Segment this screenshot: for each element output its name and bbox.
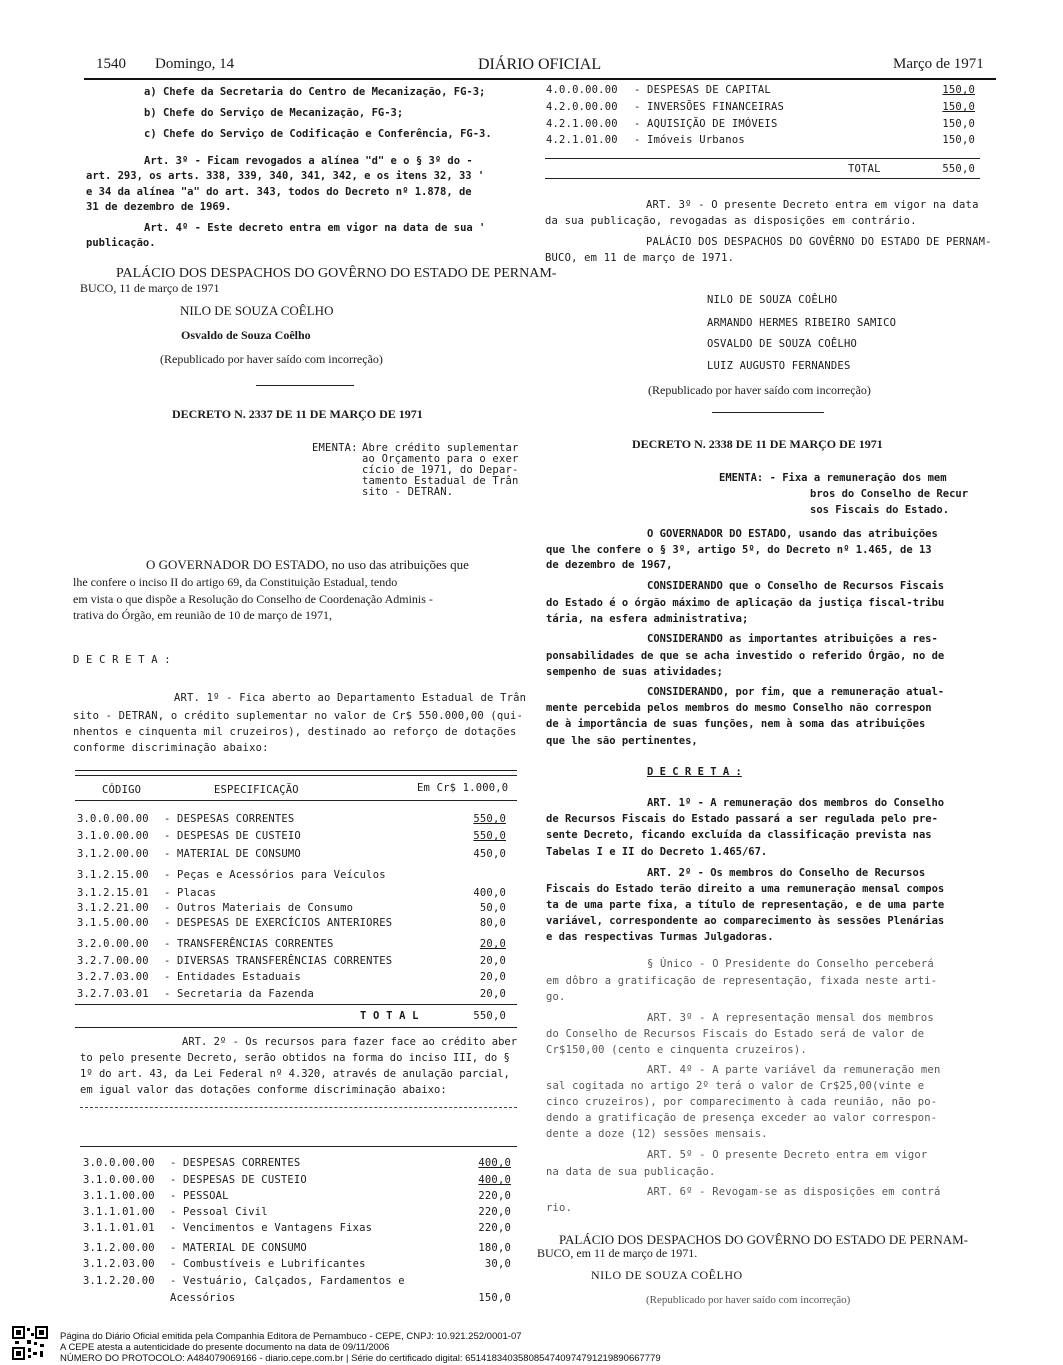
table-cell-desc-text: DESPESAS DE CUSTEIO [177, 830, 301, 842]
ementa-label: EMENTA: [312, 442, 358, 454]
item-b: b) Chefe do Serviço de Mecanização, FG-3; [144, 107, 404, 119]
table-cell-value: 150,0 [942, 118, 975, 130]
body-line: que lhe são pertinentes, [546, 735, 698, 747]
table-rule [75, 1027, 517, 1028]
table-cell-desc: - Pessoal Civil [170, 1206, 268, 1218]
palacio-line: PALÁCIO DOS DESPACHOS DO GOVÊRNO DO ESTADO DE PERNAM- [116, 266, 557, 281]
art4-line: publicação. [86, 237, 156, 249]
qr-code-icon [12, 1326, 48, 1360]
table-cell-value: 150,0 [942, 134, 975, 146]
table-cell-desc-text: MATERIAL DE CONSUMO [183, 1242, 307, 1254]
art3-line: Cr$150,00 (cento e cinquenta cruzeiros). [546, 1044, 807, 1056]
table-cell-desc-text: INVERSÕES FINANCEIRAS [647, 101, 784, 113]
body-line: CONSIDERANDO que o Conselho de Recursos Fiscais [647, 580, 945, 592]
art4-line: dendo a gratificação de presença exceder ao valor correspon- [546, 1112, 938, 1124]
art3-line: 31 de dezembro de 1969. [86, 201, 232, 213]
table-cell-desc-text: DESPESAS DE CAPITAL [647, 84, 771, 96]
table-cell-desc: - AQUISIÇÃO DE IMÓVEIS [634, 118, 778, 130]
ementa-line: Abre crédito suplementar [362, 442, 519, 454]
signer: NILO DE SOUZA COÊLHO [707, 294, 838, 306]
table-cell-value: 220,0 [478, 1206, 511, 1218]
decreta-heading: D E C R E T A : [647, 766, 742, 778]
ementa-line: tamento Estadual de Trân [362, 475, 519, 487]
intro-line: trativa do Órgão, em reunião de 10 de março de 1971, [73, 608, 333, 622]
table-cell-code: 3.1.2.03.00 [83, 1258, 155, 1270]
table-cell-value: 400,0 [473, 887, 506, 899]
table-cell-value: 550,0 [473, 813, 506, 825]
table-rule [80, 1107, 517, 1108]
table-cell-desc: - MATERIAL DE CONSUMO [164, 848, 301, 860]
art4-line: sal cogitada no artigo 2º terá o valor de Cr$25,00(vinte e [546, 1080, 925, 1092]
art2-line: ART. 2º - Os recursos para fazer face ao crédito aber [182, 1036, 518, 1048]
item-a: a) Chefe da Secretaria do Centro de Mecanização, FG-3; [144, 86, 486, 98]
art5-line: ART. 5º - O presente Decreto entra em vigor [647, 1149, 928, 1161]
col-header-spec: ESPECIFICAÇÃO [214, 784, 299, 796]
table-cell-desc-text: DESPESAS CORRENTES [177, 813, 295, 825]
table-cell-code: 3.1.5.00.00 [77, 917, 149, 929]
table-cell-code: 3.1.0.00.00 [77, 830, 149, 842]
article-line: Fiscais do Estado terão direito a uma remuneração mensal compos [546, 883, 945, 895]
body-line: tária, na esfera administrativa; [546, 613, 749, 625]
art3-line: Art. 3º - Ficam revogados a alínea "d" e o § 3º do - [144, 155, 473, 167]
body-line: CONSIDERANDO as importantes atribuições a res- [647, 633, 938, 645]
article-line: ART. 1º - A remuneração dos membros do Conselho [647, 797, 945, 809]
unico-line: em dôbro a gratificação de representação, fixada neste arti- [546, 975, 938, 987]
signer: ARMANDO HERMES RIBEIRO SAMICO [707, 317, 897, 329]
table-rule [545, 158, 980, 159]
art1-line: conforme discriminação abaixo: [73, 742, 269, 754]
ementa-line: ao Orçamento para o exer [362, 453, 519, 465]
republicado-note: (Republicado por haver saído com incorreção) [646, 1294, 851, 1306]
palacio-line: BUCO, em 11 de março de 1971. [545, 252, 735, 264]
footer-line: A CEPE atesta a autenticidade do presente documento na data de 09/11/2006 [60, 1342, 390, 1353]
separator [256, 385, 354, 386]
body-line: CONSIDERANDO, por fim, que a remuneração atual- [647, 686, 945, 698]
table-cell-desc-text: MATERIAL DE CONSUMO [177, 848, 301, 860]
table-cell-desc: - MATERIAL DE CONSUMO [170, 1242, 307, 1254]
table-cell-value: 400,0 [478, 1174, 511, 1186]
body-line: de à importância de suas funções, nem à soma das atribuições [546, 718, 926, 730]
table-cell-desc-text: Entidades Estaduais [177, 971, 301, 983]
footer-line: Página do Diário Oficial emitida pela Companhia Editora de Pernambuco - CEPE, CNPJ: 10.921.252/0001-07 [60, 1331, 522, 1342]
art4-line: Art. 4º - Este decreto entra em vigor na data de sua ' [144, 222, 486, 234]
table-cell-desc: - INVERSÕES FINANCEIRAS [634, 101, 784, 113]
table-cell-desc: - Peças e Acessórios para Veículos [164, 869, 386, 881]
palacio-line: PALÁCIO DOS DESPACHOS DO GOVÊRNO DO ESTADO DE PERNAM- [559, 1232, 968, 1247]
art1-line: ART. 1º - Fica aberto ao Departamento Estadual de Trân [174, 692, 527, 704]
intro-line: lhe confere o inciso II do artigo 69, da Constituição Estadual, tendo [73, 575, 398, 589]
art3-line: do Conselho de Recursos Fiscais do Estado será de valor de [546, 1028, 925, 1040]
table-cell-code: 3.1.2.15.01 [77, 887, 149, 899]
signature-name: Osvaldo de Souza Coêlho [181, 328, 311, 342]
article-line: Tabelas I e II do Decreto 1.465/67. [546, 846, 768, 858]
table-cell-desc-text: PESSOAL [183, 1190, 229, 1202]
ementa-line: EMENTA: - Fixa a remuneração dos mem [719, 472, 947, 484]
table-cell-code: 3.1.1.01.01 [83, 1222, 155, 1234]
palacio-line: BUCO, 11 de março de 1971 [80, 281, 220, 295]
table-cell-value: 180,0 [478, 1242, 511, 1254]
table-cell-desc: - PESSOAL [170, 1190, 229, 1202]
table-cell-code: 3.1.2.21.00 [77, 902, 149, 914]
art4-line: ART. 4º - A parte variável da remuneração men [647, 1064, 941, 1076]
art3-right: da sua publicação, revogadas as disposições em contrário. [545, 215, 917, 227]
art2-line: 1º do art. 43, da Lei Federal nº 4.320, através de anulação parcial, [80, 1068, 510, 1080]
journal-title: DIÁRIO OFICIAL [478, 56, 602, 73]
table-rule [545, 178, 980, 179]
table-cell-desc-text: Peças e Acessórios para Veículos [177, 869, 386, 881]
table-cell-desc: - Imóveis Urbanos [634, 134, 745, 146]
table-cell-desc: - Entidades Estaduais [164, 971, 301, 983]
art5-line: na data de sua publicação. [546, 1166, 716, 1178]
table-cell-code: 3.1.2.15.00 [77, 869, 149, 881]
table-cell-desc-text: Imóveis Urbanos [647, 134, 745, 146]
art1-line: sito - DETRAN, o crédito suplementar no valor de Cr$ 550.000,00 (qui- [73, 710, 523, 722]
table-cell-desc: - DESPESAS DE CUSTEIO [164, 830, 301, 842]
art2-line: em igual valor das dotações conforme discriminação abaixo: [80, 1084, 447, 1096]
table-cell-desc-text: DIVERSAS TRANSFERÊNCIAS CORRENTES [177, 955, 393, 967]
table-cell-code: 4.2.1.00.00 [546, 118, 618, 130]
table-cell-desc: - Secretaria da Fazenda [164, 988, 314, 1000]
art2-line: to pelo presente Decreto, serão obtidos na forma do inciso III, do § [80, 1052, 510, 1064]
table-cell-code: 3.1.0.00.00 [83, 1174, 155, 1186]
unico-line: § Único - O Presidente do Conselho perceberá [647, 958, 934, 970]
table-cell-code: 3.2.7.00.00 [77, 955, 149, 967]
table-cell-desc: - Vestuário, Calçados, Fardamentos e [170, 1275, 405, 1287]
art3-line: art. 293, os arts. 338, 339, 340, 341, 342, e os itens 32, 33 ' [86, 170, 485, 182]
signature-name: NILO DE SOUZA COÊLHO [180, 303, 334, 318]
table-cell-desc-text: TRANSFERÊNCIAS CORRENTES [177, 938, 334, 950]
table-cell-value: 550,0 [473, 830, 506, 842]
body-line: do Estado é o órgão máximo de aplicação da justiça fiscal-tribu [546, 597, 945, 609]
ementa-line: sito - DETRAN. [362, 486, 454, 498]
table-cell-desc: - DESPESAS DE CUSTEIO [170, 1174, 307, 1186]
table-cell-code: 3.1.2.20.00 [83, 1275, 155, 1287]
table-cell-desc-text: DESPESAS CORRENTES [183, 1157, 301, 1169]
table-cell-value: 150,0 [478, 1292, 511, 1304]
table-cell-value: 20,0 [479, 971, 506, 983]
table-cell-code: 3.1.1.00.00 [83, 1190, 155, 1202]
intro-line: O GOVERNADOR DO ESTADO, no uso das atribuições que [146, 557, 469, 572]
decree-title: DECRETO N. 2338 DE 11 DE MARÇO DE 1971 [632, 437, 883, 451]
header-day: Domingo, 14 [155, 56, 235, 72]
ementa-line: sos Fiscais do Estado. [810, 504, 950, 516]
ementa-line: bros do Conselho de Recur [810, 488, 969, 500]
art3-line: ART. 3º - A representação mensal dos membros [647, 1012, 934, 1024]
table-cell-desc-text: DESPESAS DE CUSTEIO [183, 1174, 307, 1186]
table-cell-desc-text: AQUISIÇÃO DE IMÓVEIS [647, 118, 778, 130]
article-line: e das respectivas Turmas Julgadoras. [546, 931, 774, 943]
body-line: O GOVERNADOR DO ESTADO, usando das atribuições [647, 528, 938, 540]
table-cell-desc: - DESPESAS DE EXERCÍCIOS ANTERIORES [164, 917, 393, 929]
table-cell-code: 3.1.1.01.00 [83, 1206, 155, 1218]
table-rule [75, 770, 517, 771]
table-cell-desc-text: Outros Materiais de Consumo [177, 902, 354, 914]
body-line: mente percebida pelos membros do mesmo Conselho não correspon [546, 702, 932, 714]
table-cell-desc: - DESPESAS CORRENTES [164, 813, 295, 825]
item-c: c) Chefe do Serviço de Codificação e Conferência, FG-3. [144, 128, 492, 140]
table-cell-desc-text: Secretaria da Fazenda [177, 988, 314, 1000]
decree-title: DECRETO N. 2337 DE 11 DE MARÇO DE 1971 [172, 407, 423, 421]
art3-line: e 34 da alínea "a" do art. 343, todos do Decreto nº 1.878, de [86, 186, 472, 198]
republicado-note: (Republicado por haver saído com incorreção) [648, 383, 871, 397]
table-cell-value: 220,0 [478, 1222, 511, 1234]
table-rule [80, 1146, 517, 1147]
page-number: 1540 [96, 56, 126, 72]
table-cell-value: 150,0 [942, 84, 975, 96]
table-cell-desc: - DIVERSAS TRANSFERÊNCIAS CORRENTES [164, 955, 393, 967]
table-cell-desc-text: Acessórios [170, 1292, 236, 1304]
signer: LUIZ AUGUSTO FERNANDES [707, 360, 851, 372]
total-label: TOTAL [848, 163, 881, 175]
footer-line: NÚMERO DO PROTOCOLO: A484079069166 - diario.cepe.com.br | Série do certificado digital: 6514183403580854740974791219890667779 [60, 1353, 661, 1364]
table-cell-desc-text: Vestuário, Calçados, Fardamentos e [183, 1275, 405, 1287]
signer: OSVALDO DE SOUZA COÊLHO [707, 338, 857, 350]
table-cell-desc: - Vencimentos e Vantagens Fixas [170, 1222, 373, 1234]
table-cell-code: 3.2.0.00.00 [77, 938, 149, 950]
table-cell-desc: - DESPESAS CORRENTES [170, 1157, 301, 1169]
col-header-code: CÓDIGO [102, 784, 142, 796]
art4-line: cinco cruzeiros), por comparecimento à cada reunião, não po- [546, 1096, 938, 1108]
table-cell-desc-text: DESPESAS DE EXERCÍCIOS ANTERIORES [177, 917, 393, 929]
art6-line: rio. [546, 1202, 573, 1214]
palacio-line: BUCO, em 11 de março de 1971. [537, 1246, 698, 1260]
table-cell-value: 150,0 [942, 101, 975, 113]
table-cell-code: 3.1.2.00.00 [77, 848, 149, 860]
table-cell-value: 20,0 [479, 955, 506, 967]
ementa-line: cício de 1971, do Depar- [362, 464, 519, 476]
table-cell-value: 20,0 [479, 988, 506, 1000]
table-cell-value: 50,0 [479, 902, 506, 914]
art6-line: ART. 6º - Revogam-se as disposições em contrá [647, 1186, 941, 1198]
total-label: T O T A L [360, 1010, 419, 1022]
table-cell-desc: - Combustíveis e Lubrificantes [170, 1258, 366, 1270]
table-cell-desc: - Placas [164, 887, 217, 899]
art3-right: ART. 3º - O presente Decreto entra em vigor na data [646, 199, 979, 211]
header-rule [84, 78, 996, 80]
article-line: ART. 2º - Os membros do Conselho de Recursos [647, 867, 926, 879]
table-cell-desc [170, 1292, 235, 1304]
table-cell-value: 30,0 [484, 1258, 511, 1270]
table-cell-code: 4.2.1.01.00 [546, 134, 618, 146]
table-rule [75, 1004, 517, 1005]
col-header-unit: Em Cr$ 1.000,0 [417, 782, 509, 794]
separator [712, 412, 824, 413]
table-cell-code: 3.2.7.03.00 [77, 971, 149, 983]
table-cell-code: 3.0.0.00.00 [83, 1157, 155, 1169]
table-cell-code: 4.0.0.00.00 [546, 84, 618, 96]
unico-line: go. [546, 991, 566, 1003]
signature-name: NILO DE SOUZA COÊLHO [591, 1268, 743, 1282]
palacio-line: PALÁCIO DOS DESPACHOS DO GOVÊRNO DO ESTADO DE PERNAM- [646, 236, 992, 248]
header-date: Março de 1971 [893, 56, 984, 72]
body-line: ponsabilidades de que se acha investido o referido Órgão, no de [546, 650, 945, 662]
body-line: sempenho de suas atividades; [546, 666, 724, 678]
intro-line: em vista o que dispõe a Resolução do Conselho de Coordenação Adminis - [73, 592, 433, 606]
art1-line: nhentos e cinquenta mil cruzeiros), destinado ao reforço de dotações [73, 726, 517, 738]
total-value: 550,0 [473, 1010, 506, 1022]
article-line: sente Decreto, ficando excluída da classificação prevista nas [546, 829, 932, 841]
table-cell-desc-text: Placas [177, 887, 217, 899]
total-value: 550,0 [942, 163, 975, 175]
table-cell-value: 450,0 [473, 848, 506, 860]
table-cell-desc: - TRANSFERÊNCIAS CORRENTES [164, 938, 334, 950]
table-cell-value: 80,0 [479, 917, 506, 929]
table-rule [75, 800, 517, 801]
decreta-heading: D E C R E T A : [73, 654, 171, 666]
table-cell-code: 3.0.0.00.00 [77, 813, 149, 825]
table-cell-value: 400,0 [478, 1157, 511, 1169]
table-cell-desc: - DESPESAS DE CAPITAL [634, 84, 771, 96]
table-cell-code: 3.2.7.03.01 [77, 988, 149, 1000]
table-cell-desc: - Outros Materiais de Consumo [164, 902, 354, 914]
art4-line: dente a doze (12) sessões mensais. [546, 1128, 768, 1140]
body-line: que lhe confere o § 3º, artigo 5º, do Decreto nº 1.465, de 13 [546, 544, 932, 556]
article-line: de Recursos Fiscais do Estado passará a ser regulada pelo pre- [546, 813, 938, 825]
table-cell-code: 3.1.2.00.00 [83, 1242, 155, 1254]
table-cell-desc-text: Pessoal Civil [183, 1206, 268, 1218]
table-cell-code: 4.2.0.00.00 [546, 101, 618, 113]
table-rule [75, 775, 517, 776]
table-cell-desc-text: Combustíveis e Lubrificantes [183, 1258, 366, 1270]
table-cell-desc-text: Vencimentos e Vantagens Fixas [183, 1222, 373, 1234]
republicado-note: (Republicado por haver saído com incorreção) [160, 352, 383, 366]
article-line: ta de uma parte fixa, a título de representação, e de uma parte [546, 899, 945, 911]
table-cell-value: 220,0 [478, 1190, 511, 1202]
table-cell-value: 20,0 [479, 938, 506, 950]
body-line: de dezembro de 1967, [546, 559, 673, 571]
article-line: variável, correspondente ao comparecimento às sessões Plenárias [546, 915, 945, 927]
